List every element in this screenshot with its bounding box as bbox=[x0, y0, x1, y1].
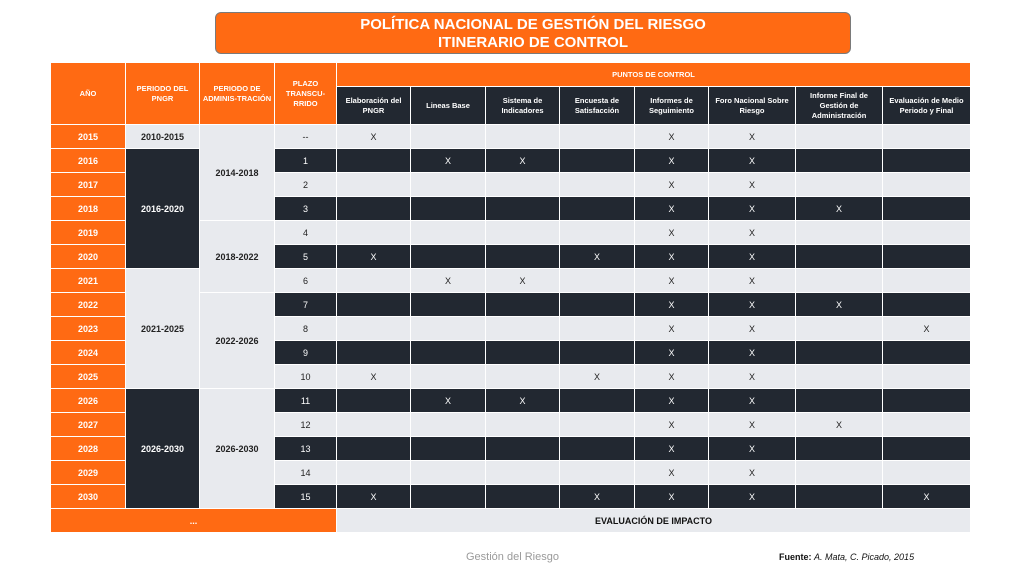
control-mark-cell bbox=[486, 413, 560, 437]
control-mark-cell: X bbox=[796, 197, 883, 221]
control-mark-cell bbox=[337, 413, 411, 437]
control-mark-cell bbox=[796, 245, 883, 269]
control-mark-cell: X bbox=[709, 221, 796, 245]
control-mark-cell bbox=[796, 269, 883, 293]
control-mark-cell bbox=[883, 149, 971, 173]
control-mark-cell: X bbox=[635, 389, 709, 413]
control-mark-cell: X bbox=[411, 149, 486, 173]
table-row bbox=[51, 125, 971, 149]
control-mark-cell bbox=[560, 221, 635, 245]
control-mark-cell: X bbox=[635, 341, 709, 365]
control-mark-cell: X bbox=[560, 485, 635, 509]
year-cell: 2028 bbox=[51, 437, 126, 461]
control-mark-cell bbox=[560, 413, 635, 437]
plazo-cell: 7 bbox=[275, 293, 337, 317]
control-mark-cell bbox=[337, 197, 411, 221]
control-mark-cell bbox=[411, 317, 486, 341]
control-mark-cell bbox=[560, 317, 635, 341]
control-mark-cell: X bbox=[796, 413, 883, 437]
control-mark-cell bbox=[337, 293, 411, 317]
control-mark-cell bbox=[796, 221, 883, 245]
control-mark-cell: X bbox=[709, 197, 796, 221]
control-mark-cell: X bbox=[635, 413, 709, 437]
control-mark-cell: X bbox=[635, 461, 709, 485]
control-mark-cell bbox=[486, 293, 560, 317]
admin-period-cell: 2026-2030 bbox=[200, 389, 275, 509]
year-cell: 2017 bbox=[51, 173, 126, 197]
control-mark-cell: X bbox=[709, 437, 796, 461]
control-mark-cell bbox=[411, 437, 486, 461]
control-mark-cell: X bbox=[709, 485, 796, 509]
control-mark-cell bbox=[560, 269, 635, 293]
title-line-2: ITINERARIO DE CONTROL bbox=[438, 34, 628, 51]
header-plazo: PLAZO TRANSCU-RRIDO bbox=[275, 63, 337, 125]
control-mark-cell: X bbox=[635, 125, 709, 149]
header-puntos-control: PUNTOS DE CONTROL bbox=[337, 63, 971, 87]
control-mark-cell bbox=[486, 197, 560, 221]
control-mark-cell bbox=[883, 245, 971, 269]
control-mark-cell bbox=[883, 197, 971, 221]
control-mark-cell bbox=[560, 197, 635, 221]
control-mark-cell bbox=[796, 341, 883, 365]
control-mark-cell bbox=[796, 125, 883, 149]
control-mark-cell: X bbox=[560, 365, 635, 389]
control-mark-cell: X bbox=[709, 125, 796, 149]
control-mark-cell bbox=[796, 365, 883, 389]
control-mark-cell bbox=[883, 437, 971, 461]
control-mark-cell bbox=[796, 317, 883, 341]
header-control-0: Elaboración del PNGR bbox=[337, 87, 411, 125]
control-mark-cell: X bbox=[709, 341, 796, 365]
control-mark-cell bbox=[337, 317, 411, 341]
control-mark-cell: X bbox=[337, 125, 411, 149]
plazo-cell: 2 bbox=[275, 173, 337, 197]
admin-period-cell: 2014-2018 bbox=[200, 125, 275, 221]
control-mark-cell bbox=[560, 173, 635, 197]
control-mark-cell bbox=[486, 317, 560, 341]
control-mark-cell: X bbox=[709, 461, 796, 485]
control-mark-cell bbox=[796, 485, 883, 509]
control-mark-cell bbox=[337, 389, 411, 413]
year-cell: 2029 bbox=[51, 461, 126, 485]
control-mark-cell: X bbox=[709, 389, 796, 413]
control-mark-cell bbox=[337, 269, 411, 293]
control-mark-cell: X bbox=[709, 173, 796, 197]
plazo-cell: 15 bbox=[275, 485, 337, 509]
plazo-cell: -- bbox=[275, 125, 337, 149]
control-mark-cell bbox=[883, 389, 971, 413]
plazo-cell: 13 bbox=[275, 437, 337, 461]
control-mark-cell: X bbox=[635, 293, 709, 317]
admin-period-cell: 2018-2022 bbox=[200, 221, 275, 293]
source-note bbox=[779, 552, 914, 562]
control-mark-cell bbox=[411, 197, 486, 221]
control-itinerary-table bbox=[50, 62, 971, 533]
control-mark-cell bbox=[796, 149, 883, 173]
control-mark-cell bbox=[411, 485, 486, 509]
year-cell: 2024 bbox=[51, 341, 126, 365]
control-mark-cell: X bbox=[709, 413, 796, 437]
control-mark-cell bbox=[883, 221, 971, 245]
header-control-3: Encuesta de Satisfacción bbox=[560, 87, 635, 125]
plazo-cell: 9 bbox=[275, 341, 337, 365]
table-row bbox=[51, 149, 971, 173]
control-mark-cell bbox=[883, 293, 971, 317]
control-mark-cell: X bbox=[635, 245, 709, 269]
control-mark-cell bbox=[796, 461, 883, 485]
control-mark-cell: X bbox=[486, 149, 560, 173]
control-mark-cell bbox=[883, 173, 971, 197]
control-mark-cell: X bbox=[635, 149, 709, 173]
plazo-cell: 8 bbox=[275, 317, 337, 341]
year-cell: 2030 bbox=[51, 485, 126, 509]
header-control-2: Sistema de Indicadores bbox=[486, 87, 560, 125]
year-cell: 2016 bbox=[51, 149, 126, 173]
pngr-period-cell: 2016-2020 bbox=[126, 149, 200, 269]
control-mark-cell bbox=[560, 293, 635, 317]
control-mark-cell bbox=[486, 173, 560, 197]
control-mark-cell: X bbox=[411, 389, 486, 413]
footer-row bbox=[51, 509, 971, 533]
control-mark-cell bbox=[486, 461, 560, 485]
control-mark-cell: X bbox=[635, 197, 709, 221]
control-mark-cell bbox=[411, 245, 486, 269]
control-mark-cell: X bbox=[709, 365, 796, 389]
control-mark-cell bbox=[337, 341, 411, 365]
table-row bbox=[51, 389, 971, 413]
year-cell: 2025 bbox=[51, 365, 126, 389]
control-mark-cell: X bbox=[635, 221, 709, 245]
control-mark-cell: X bbox=[709, 269, 796, 293]
control-mark-cell: X bbox=[635, 317, 709, 341]
control-mark-cell: X bbox=[337, 485, 411, 509]
header-periodo-pngr: PERIODO DEL PNGR bbox=[126, 63, 200, 125]
control-mark-cell bbox=[796, 389, 883, 413]
control-mark-cell bbox=[411, 173, 486, 197]
control-mark-cell: X bbox=[337, 365, 411, 389]
control-mark-cell bbox=[337, 437, 411, 461]
control-mark-cell bbox=[486, 125, 560, 149]
control-mark-cell bbox=[337, 149, 411, 173]
year-cell: 2022 bbox=[51, 293, 126, 317]
control-mark-cell: X bbox=[486, 269, 560, 293]
control-mark-cell bbox=[883, 269, 971, 293]
header-periodo-admin: PERIODO DE ADMINIS-TRACIÓN bbox=[200, 63, 275, 125]
control-mark-cell: X bbox=[635, 269, 709, 293]
footer-ellipsis: ... bbox=[51, 509, 337, 533]
year-cell: 2015 bbox=[51, 125, 126, 149]
control-mark-cell bbox=[560, 437, 635, 461]
control-mark-cell: X bbox=[411, 269, 486, 293]
plazo-cell: 11 bbox=[275, 389, 337, 413]
control-mark-cell bbox=[796, 173, 883, 197]
admin-period-cell: 2022-2026 bbox=[200, 293, 275, 389]
control-mark-cell: X bbox=[635, 365, 709, 389]
plazo-cell: 4 bbox=[275, 221, 337, 245]
control-mark-cell bbox=[883, 365, 971, 389]
header-control-1: Lineas Base bbox=[411, 87, 486, 125]
control-mark-cell bbox=[411, 125, 486, 149]
year-cell: 2027 bbox=[51, 413, 126, 437]
control-mark-cell: X bbox=[883, 485, 971, 509]
year-cell: 2021 bbox=[51, 269, 126, 293]
pngr-period-cell: 2026-2030 bbox=[126, 389, 200, 509]
control-mark-cell: X bbox=[635, 173, 709, 197]
plazo-cell: 12 bbox=[275, 413, 337, 437]
year-cell: 2019 bbox=[51, 221, 126, 245]
year-cell: 2026 bbox=[51, 389, 126, 413]
header-control-4: Informes de Seguimiento bbox=[635, 87, 709, 125]
control-mark-cell: X bbox=[796, 293, 883, 317]
header-control-5: Foro Nacional Sobre Riesgo bbox=[709, 87, 796, 125]
control-mark-cell bbox=[560, 149, 635, 173]
control-mark-cell bbox=[486, 485, 560, 509]
control-mark-cell bbox=[883, 413, 971, 437]
header-control-7: Evaluación de Medio Periodo y Final bbox=[883, 87, 971, 125]
control-mark-cell bbox=[883, 461, 971, 485]
plazo-cell: 10 bbox=[275, 365, 337, 389]
control-mark-cell: X bbox=[709, 149, 796, 173]
watermark-text: Gestión del Riesgo bbox=[466, 551, 559, 563]
control-mark-cell bbox=[411, 461, 486, 485]
plazo-cell: 3 bbox=[275, 197, 337, 221]
control-mark-cell: X bbox=[883, 317, 971, 341]
control-mark-cell bbox=[337, 173, 411, 197]
year-cell: 2020 bbox=[51, 245, 126, 269]
control-mark-cell: X bbox=[337, 245, 411, 269]
control-mark-cell bbox=[411, 413, 486, 437]
source-label: Fuente: bbox=[779, 552, 812, 562]
header-anio: AÑO bbox=[51, 63, 126, 125]
pngr-period-cell: 2010-2015 bbox=[126, 125, 200, 149]
control-mark-cell bbox=[486, 365, 560, 389]
control-mark-cell bbox=[883, 341, 971, 365]
control-mark-cell: X bbox=[635, 437, 709, 461]
footer-impact-evaluation: EVALUACIÓN DE IMPACTO bbox=[337, 509, 971, 533]
control-mark-cell: X bbox=[486, 389, 560, 413]
control-mark-cell bbox=[411, 221, 486, 245]
control-mark-cell bbox=[560, 125, 635, 149]
control-mark-cell bbox=[486, 437, 560, 461]
control-mark-cell: X bbox=[560, 245, 635, 269]
plazo-cell: 1 bbox=[275, 149, 337, 173]
control-mark-cell bbox=[411, 365, 486, 389]
control-mark-cell bbox=[560, 389, 635, 413]
control-mark-cell: X bbox=[709, 245, 796, 269]
year-cell: 2023 bbox=[51, 317, 126, 341]
control-mark-cell bbox=[796, 437, 883, 461]
control-mark-cell: X bbox=[709, 317, 796, 341]
control-mark-cell bbox=[560, 341, 635, 365]
plazo-cell: 14 bbox=[275, 461, 337, 485]
control-mark-cell bbox=[883, 125, 971, 149]
control-mark-cell bbox=[486, 341, 560, 365]
plazo-cell: 5 bbox=[275, 245, 337, 269]
control-mark-cell bbox=[411, 293, 486, 317]
source-authors: A. Mata, C. Picado, 2015 bbox=[814, 552, 915, 562]
control-mark-cell: X bbox=[635, 485, 709, 509]
control-mark-cell bbox=[560, 461, 635, 485]
control-mark-cell bbox=[337, 461, 411, 485]
year-cell: 2018 bbox=[51, 197, 126, 221]
control-mark-cell: X bbox=[709, 293, 796, 317]
header-control-6: Informe Final de Gestión de Administración bbox=[796, 87, 883, 125]
title-line-1: POLÍTICA NACIONAL DE GESTIÓN DEL RIESGO bbox=[360, 16, 706, 33]
control-mark-cell bbox=[411, 341, 486, 365]
control-mark-cell bbox=[337, 221, 411, 245]
pngr-period-cell: 2021-2025 bbox=[126, 269, 200, 389]
control-mark-cell bbox=[486, 221, 560, 245]
plazo-cell: 6 bbox=[275, 269, 337, 293]
title-banner bbox=[215, 12, 851, 54]
table-row bbox=[51, 269, 971, 293]
control-mark-cell bbox=[486, 245, 560, 269]
